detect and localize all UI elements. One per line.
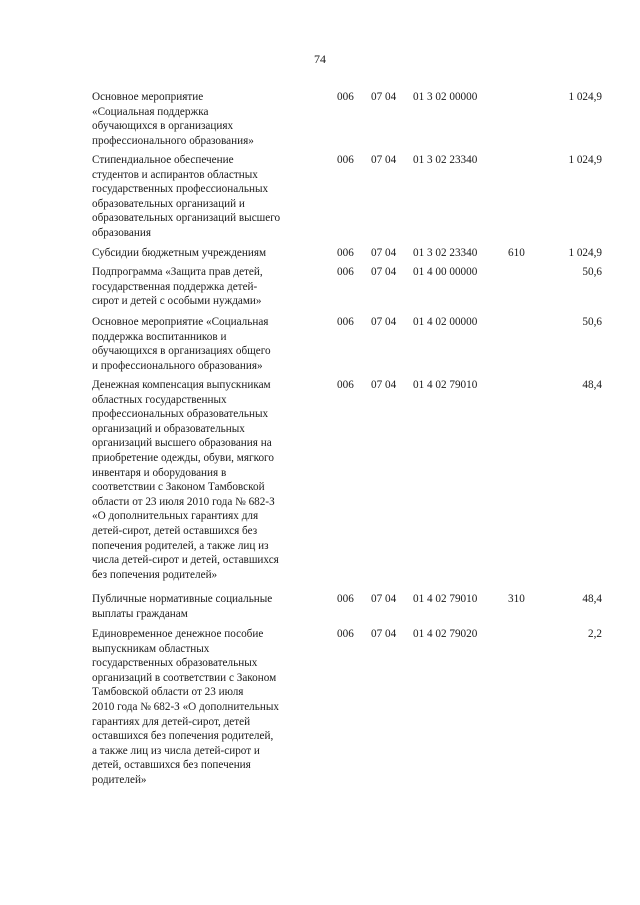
cell-tsr: 01 4 02 79010 [413,593,478,605]
row-name-line: образования [92,226,152,239]
row-name-line: детей-сирот, детей оставшихся без [92,524,258,537]
row-name-line: попечения родителей, а также лиц из [92,539,269,552]
row-name-line: а также лиц из числа детей-сирот и [92,744,260,757]
row-name [92,153,324,241]
cell-sum: 50,6 [582,266,602,278]
row-name [92,378,324,582]
cell-rz-pr: 07 04 [371,593,397,605]
row-name-line: поддержка воспитанников и [92,330,227,343]
row-name-line: инвентаря и оборудования в [92,466,227,479]
row-name-line: гарантиях для детей-сирот, детей [92,715,251,728]
row-name-line: государственная поддержка детей- [92,280,258,293]
row-name-line: образовательных организаций и [92,197,245,210]
row-name-line: Публичные нормативные социальные [92,593,273,605]
cell-sum: 1 024,9 [568,247,602,259]
row-name-line: и профессионального образования» [92,359,263,372]
row-name-line: 2010 года № 682-З «О дополнительных [92,700,279,713]
row-name-line: детей, оставшихся без попечения [92,759,251,772]
row-name-line: областных государственных [92,393,227,406]
row-name-line: студентов и аспирантов областных [92,168,258,181]
cell-rz-pr: 07 04 [371,91,397,103]
row-name-line: соответствии с Законом Тамбовской [92,481,265,494]
page-number: 74 [314,52,326,66]
cell-tsr: 01 3 02 00000 [413,91,478,103]
cell-tsr: 01 4 02 00000 [413,316,478,328]
cell-rz-pr: 07 04 [371,154,397,166]
row-name [92,627,324,788]
cell-ved: 006 [337,379,354,391]
row-name [92,265,324,309]
cell-sum: 50,6 [582,316,602,328]
row-name-line: Основное мероприятие «Социальная [92,316,269,328]
row-name-line: организаций в соответствии с Законом [92,671,277,684]
row-name-line: без попечения родителей» [92,568,218,581]
row-name-line: государственных образовательных [92,657,258,670]
row-name-line: образовательных организаций высшего [92,212,281,225]
row-name-line: числа детей-сирот и детей, оставшихся [92,554,279,567]
cell-rz-pr: 07 04 [371,247,397,259]
row-name [92,246,324,261]
cell-sum: 2,2 [588,628,602,640]
row-name-line: Стипендиальное обеспечение [92,154,234,166]
row-name-line: области от 23 июля 2010 года № 682-З [92,495,275,508]
cell-tsr: 01 4 00 00000 [413,266,478,278]
cell-tsr: 01 3 02 23340 [413,154,478,166]
row-name-line: «О дополнительных гарантиях для [92,510,259,523]
row-name [92,315,324,373]
cell-sum: 48,4 [582,593,602,605]
row-name-line: профессионального образования» [92,134,254,147]
cell-ved: 006 [337,247,354,259]
row-name-line: обучающихся в организациях [92,120,234,133]
cell-ved: 006 [337,154,354,166]
row-name-line: Единовременное денежное пособие [92,628,264,640]
row-name-line: организаций высшего образования на [92,437,272,450]
row-name [92,90,324,148]
row-name-line: Основное мероприятие [92,91,204,103]
cell-tsr: 01 3 02 23340 [413,247,478,259]
row-name-line: «Социальная поддержка [92,105,209,118]
cell-tsr: 01 4 02 79010 [413,379,478,391]
cell-sum: 1 024,9 [568,91,602,103]
row-name-line: организаций и образовательных [92,422,245,435]
cell-rz-pr: 07 04 [371,628,397,640]
cell-ved: 006 [337,91,354,103]
cell-vr: 310 [508,593,525,605]
cell-rz-pr: 07 04 [371,379,397,391]
row-name-line: обучающихся в организациях общего [92,345,271,358]
cell-ved: 006 [337,316,354,328]
row-name-line: профессиональных образовательных [92,408,269,421]
row-name-line: сирот и детей с особыми нуждами» [92,295,262,308]
cell-ved: 006 [337,593,354,605]
row-name-line: государственных профессиональных [92,183,269,196]
cell-ved: 006 [337,266,354,278]
cell-sum: 48,4 [582,379,602,391]
row-name-line: родителей» [92,773,147,786]
row-name-line: Денежная компенсация выпускникам [92,379,271,391]
cell-tsr: 01 4 02 79020 [413,628,478,640]
row-name-line: оставшихся без попечения родителей, [92,730,274,743]
row-name-line: Подпрограмма «Защита прав детей, [92,266,263,278]
cell-vr: 610 [508,247,525,259]
cell-rz-pr: 07 04 [371,316,397,328]
row-name-line: приобретение одежды, обуви, мягкого [92,451,274,464]
row-name-line: выпускникам областных [92,642,210,655]
cell-rz-pr: 07 04 [371,266,397,278]
row-name-line: Тамбовской области от 23 июля [92,686,244,699]
row-name-line: выплаты гражданам [92,607,188,620]
cell-ved: 006 [337,628,354,640]
cell-sum: 1 024,9 [568,154,602,166]
row-name-line: Субсидии бюджетным учреждениям [92,247,267,259]
row-name [92,592,324,621]
